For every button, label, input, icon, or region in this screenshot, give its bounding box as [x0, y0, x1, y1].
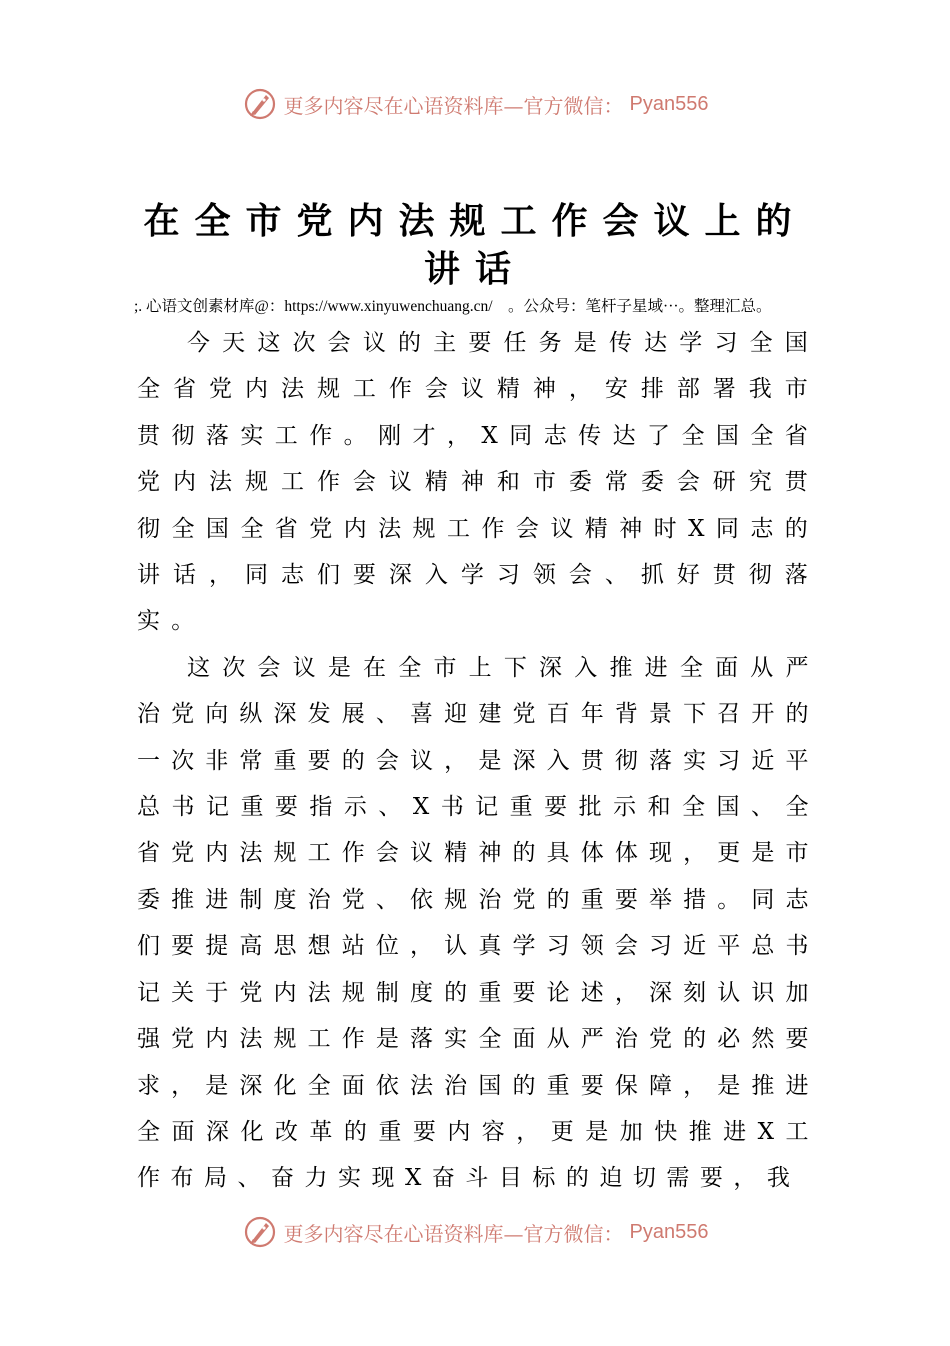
wechat-handle: Pyan556 [629, 1220, 709, 1243]
banner-text: 更多内容尽在心语资料库—官方微信： [283, 1221, 624, 1246]
source-line: ;. 心语文创素材库@：https://www.xinyuwenchuang.cn/ 。公众号：笔杆子星域···。整理汇总。 [134, 298, 772, 315]
footer-banner [0, 1212, 950, 1252]
document-body [137, 320, 819, 1202]
banner-text: 更多内容尽在心语资料库—官方微信： [283, 93, 624, 118]
pen-nib-logo-icon [242, 1214, 278, 1250]
paragraph: 这次会议是在全市上下深入推进全面从严治党向纵深发展、喜迎建党百年背景下召开的一次非常重要的会议，是深入贯彻落实习近平总书记重要指示、X书记重要批示和全国、全省党内法规工作会议精神的具体体现，更是市委推进制度治党、依规治党的重要举措。同志们要提高思想站位，认真学习领会习近平总书记关于党内法规制度的重要论述，深刻认识加强党内法规工作是落实全面从严治党的必然要求，是深化全面依法治国的重要保障，是推进全面深化改革的重要内容，更是加快推进X工作布局、奋力实现X奋斗目标的迫切需要，我 [137, 654, 819, 1192]
pen-nib-logo-icon [242, 86, 278, 122]
header-banner [0, 84, 950, 124]
paragraph: 今天这次会议的主要任务是传达学习全国全省党内法规工作会议精神，安排部署我市贯彻落实工作。刚才，X同志传达了全国全省党内法规工作会议精神和市委常委会研究贯彻全国全省党内法规工作会议精神时X同志的讲话，同志们要深入学习领会、抓好贯彻落实。 [137, 330, 819, 635]
wechat-handle: Pyan556 [629, 92, 709, 115]
document-title: 在全市党内法规工作会议上的讲话 [143, 201, 807, 290]
